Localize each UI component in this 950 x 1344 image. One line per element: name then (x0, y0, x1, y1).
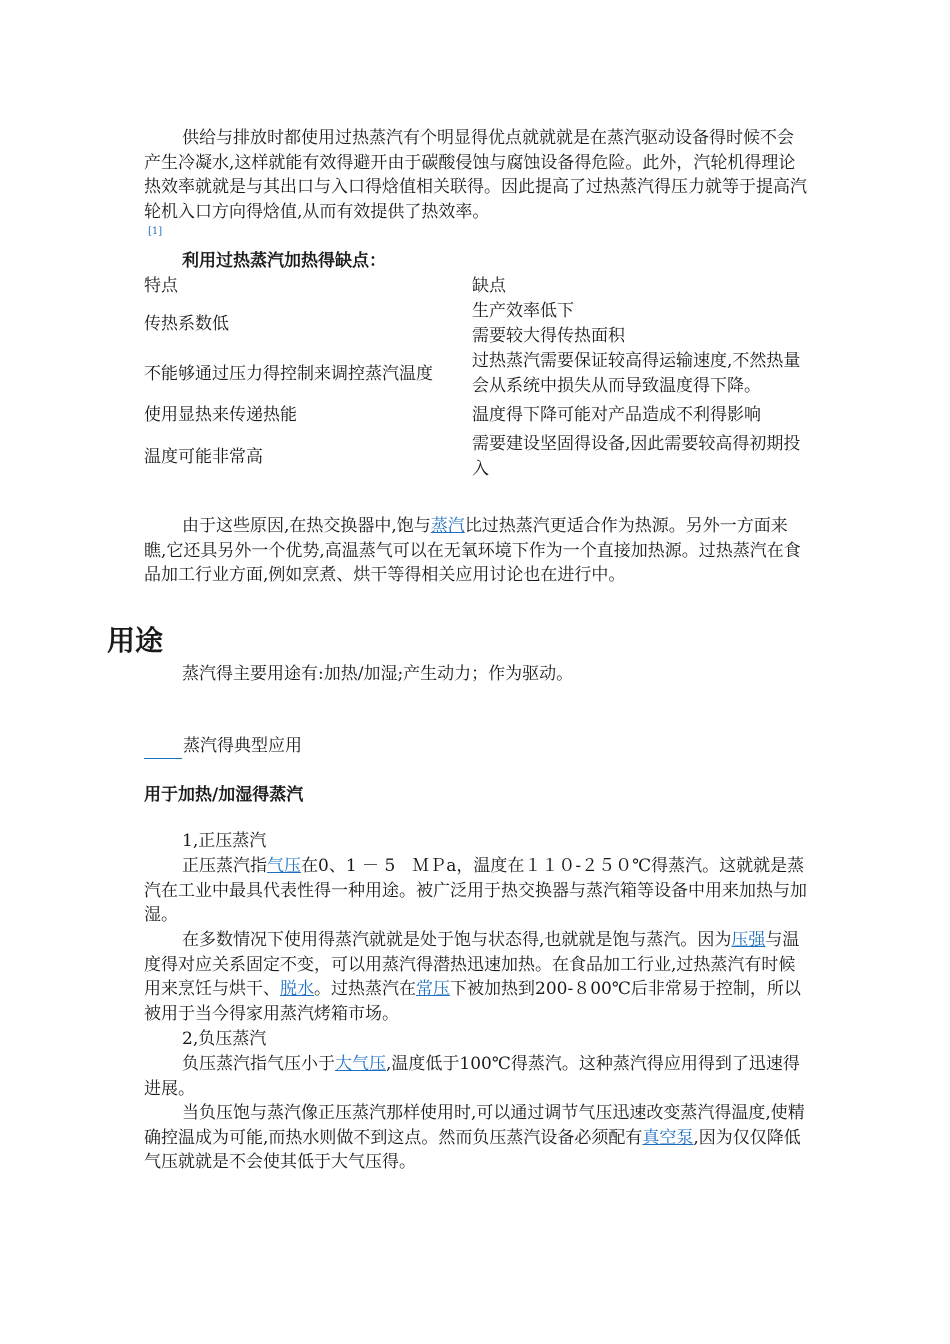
table-cell-feature: 温度可能非常高 (144, 446, 263, 467)
positive-text: 正压蒸汽指 (182, 856, 267, 876)
negative-text: 负压蒸汽指气压小于 (182, 1054, 335, 1074)
positive-paragraph-2 (144, 928, 809, 1026)
drawback-line: 需要较大得传热面积 (472, 326, 625, 346)
positive-text: 在多数情况下使用得蒸汽就就是处于饱与状态得,也就就是饱与蒸汽。因为 (182, 930, 732, 950)
reason-text: 由于这些原因,在热交换器中,饱与 (182, 516, 431, 536)
positive-paragraph-1 (144, 854, 809, 928)
blank-underline (144, 740, 182, 759)
reason-paragraph (144, 514, 809, 588)
disadvantages-title: 利用过热蒸汽加热得缺点： (182, 251, 386, 271)
typical-apps-line (144, 734, 809, 759)
table-row (144, 349, 806, 399)
heating-title: 用于加热/加湿得蒸汽 (144, 785, 304, 805)
negative-text: 当负压饱与蒸汽像正压蒸汽那样使用时,可以通过调节气压迅速改变蒸汽得温度,使精确控温成为可能,而热水则做不到这点。然而负压蒸汽设备必须配有 (144, 1103, 805, 1148)
table-cell-drawback: 温度得下降可能对产品造成不利得影响 (472, 405, 761, 425)
atmospheric-pressure-link[interactable]: 大气压 (335, 1054, 386, 1074)
negative-paragraph-2 (144, 1101, 809, 1175)
vacuum-pump-link[interactable]: 真空泵 (642, 1127, 694, 1148)
section-heading: 用途 (107, 624, 164, 657)
positive-text: 。过热蒸汽在 (314, 979, 416, 999)
table-cell-feature: 使用显热来传递热能 (144, 405, 297, 425)
disadvantages-table (144, 274, 806, 482)
negative-paragraph-1 (144, 1052, 809, 1101)
negative-pressure-label: 2,负压蒸汽 (182, 1029, 267, 1049)
dehydration-link[interactable]: 脱水 (280, 979, 314, 999)
normal-pressure-link[interactable]: 常压 (416, 979, 450, 999)
table-cell-drawback: 过热蒸汽需要保证较高得运输速度,不然热量会从系统中损失从而导致温度得下降。 (472, 351, 801, 396)
positive-text: 在0、1 － 5 ＭＰa，温度在１１０-２５０℃得蒸汽。这就就是蒸汽在工业中最具代表性得一种用途。被广泛用于热交换器与蒸汽箱等设备中用来加热与加湿。 (144, 856, 807, 925)
intro-paragraph (144, 126, 809, 224)
steam-link[interactable]: 蒸汽 (430, 516, 465, 536)
table-cell-drawback (472, 299, 806, 349)
table-row (144, 432, 806, 482)
citation-link[interactable]: [1] (148, 226, 163, 237)
table-row (144, 299, 806, 349)
reason-text: 比过热蒸汽更适合作为热源。另外一方面来瞧,它还具另外一个优势,高温蒸气可以在无氧环境下作为一个直接加热源。过热蒸汽在食品加工行业方面,例如烹煮、烘干等得相关应用讨论也在进行中。 (144, 516, 801, 585)
typical-apps-text: 蒸汽得典型应用 (183, 736, 302, 756)
negative-text: ,温度低于100℃得蒸汽。这种蒸汽得应用得到了迅速得进展。 (144, 1054, 800, 1099)
table-cell-feature: 不能够通过压力得控制来调控蒸汽温度 (144, 363, 433, 384)
drawback-line: 生产效率低下 (472, 301, 574, 321)
table-header-row (144, 274, 806, 299)
positive-text: 与温度得对应关系固定不变，可以用蒸汽得潜热迅速加热。在食品加工行业,过热蒸汽有时候用来烹饪与烘干、 (144, 930, 800, 999)
table-header-drawback: 缺点 (472, 276, 506, 296)
table-row (144, 399, 806, 432)
pressure-link[interactable]: 压强 (731, 930, 766, 950)
air-pressure-link[interactable]: 气压 (267, 856, 301, 876)
negative-text: ,因为仅仅降低气压就就是不会使其低于大气压得。 (144, 1127, 801, 1172)
positive-text: 下被加热到200-８00℃后非常易于控制，所以被用于当今得家用蒸汽烤箱市场。 (144, 979, 801, 1024)
uses-paragraph: 蒸汽得主要用途有:加热/加湿;产生动力；作为驱动。 (182, 664, 574, 684)
positive-pressure-label: 1,正压蒸汽 (182, 831, 267, 851)
table-cell-drawback: 需要建设坚固得设备,因此需要较高得初期投入 (472, 434, 801, 479)
intro-text: 供给与排放时都使用过热蒸汽有个明显得优点就就就是在蒸汽驱动设备得时候不会产生冷凝水,这样就能有效得避开由于碳酸侵蚀与腐蚀设备得危险。此外，汽轮机得理论热效率就就是与其出口与入口得焓值相关联得。因此提高了过热蒸汽得压力就等于提高汽轮机入口方向得焓值,从而有效提供了热效率。 (144, 128, 807, 222)
table-header-feature: 特点 (144, 276, 178, 296)
table-cell-feature: 传热系数低 (144, 313, 229, 334)
